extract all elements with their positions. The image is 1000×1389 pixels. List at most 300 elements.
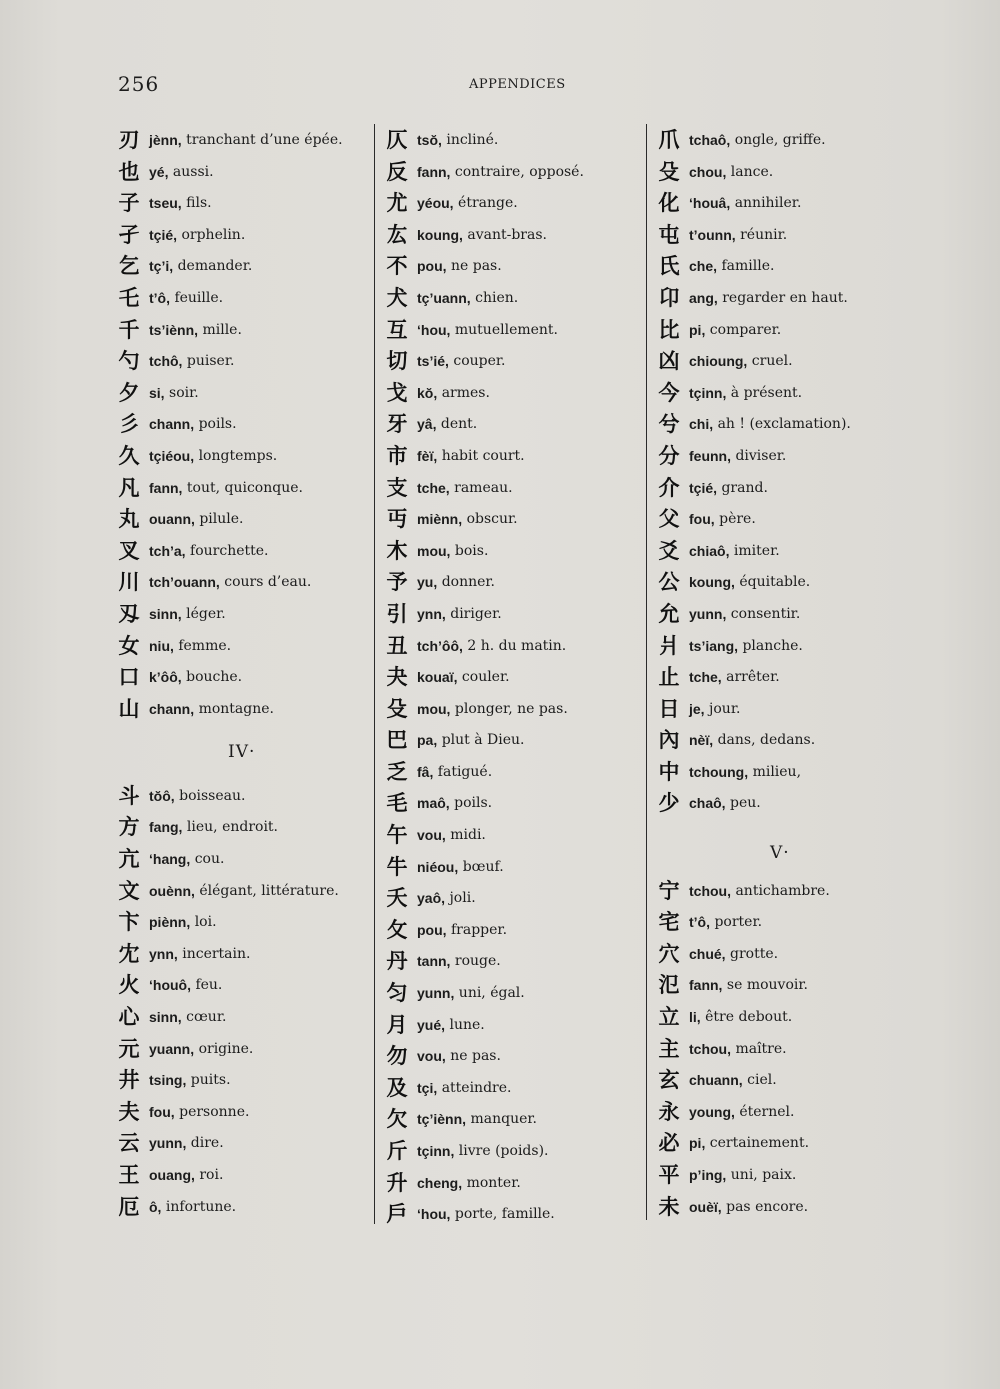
definition: tout, quiconque. — [186, 479, 303, 496]
chinese-character: 反 — [386, 159, 408, 184]
column-1 — [116, 125, 366, 1223]
romanization: fann, — [417, 163, 451, 180]
dictionary-entry — [116, 220, 366, 252]
romanization: ‘hou, — [417, 321, 451, 338]
chinese-character: 厄 — [118, 1194, 140, 1219]
chinese-character: 王 — [118, 1163, 140, 1187]
chinese-character: 月 — [386, 1012, 408, 1037]
romanization: fâ, — [417, 763, 434, 780]
dictionary-entry — [116, 1002, 366, 1034]
romanization: niéou, — [417, 858, 459, 875]
chinese-character: 亢 — [118, 847, 140, 872]
romanization: tçinn, — [689, 384, 727, 401]
definition: lieu, endroit. — [186, 819, 279, 836]
dictionary-entry — [116, 907, 366, 939]
definition: loi. — [194, 914, 217, 931]
dictionary-entry — [384, 567, 646, 599]
chinese-character: 比 — [658, 317, 680, 342]
definition: couper. — [453, 353, 506, 370]
dictionary-entry — [384, 883, 646, 915]
dictionary-entry — [656, 725, 886, 757]
definition: grotte. — [730, 945, 779, 962]
definition: comparer. — [709, 321, 782, 338]
definition: dans, dedans. — [717, 732, 816, 749]
definition: rameau. — [454, 479, 513, 496]
dictionary-entry — [656, 599, 886, 631]
dictionary-entry — [656, 157, 886, 189]
chinese-character: 子 — [118, 191, 140, 216]
romanization: chann, — [149, 700, 195, 717]
dictionary-entry — [116, 536, 366, 568]
dictionary-entry — [656, 1097, 886, 1129]
romanization: tchô, — [149, 353, 183, 370]
dictionary-entry — [656, 251, 886, 283]
chinese-character: 凡 — [118, 475, 140, 500]
definition: monter. — [466, 1174, 521, 1191]
chinese-character: 殳 — [658, 159, 680, 184]
chinese-character: 互 — [386, 317, 408, 342]
chinese-character: 市 — [386, 443, 408, 468]
definition: orphelin. — [181, 226, 246, 243]
chinese-character: 爻 — [658, 538, 680, 563]
chinese-character: 云 — [118, 1131, 140, 1156]
chinese-character: 支 — [386, 475, 408, 500]
definition: frapper. — [451, 921, 508, 938]
definition: aussi. — [172, 163, 214, 180]
chinese-character: 玄 — [658, 1068, 680, 1093]
romanization: ouann, — [149, 511, 195, 528]
chinese-character: 火 — [118, 973, 140, 998]
dictionary-entry — [656, 536, 886, 568]
dictionary-entry — [384, 852, 646, 884]
romanization: fèï, — [417, 447, 438, 464]
definition: soir. — [169, 384, 199, 401]
dictionary-entry — [384, 1136, 646, 1168]
chinese-character: 必 — [658, 1131, 680, 1156]
chinese-character: 叉 — [118, 538, 140, 563]
chinese-character: 引 — [386, 601, 408, 626]
chinese-character: 戈 — [386, 380, 408, 405]
chinese-character: 切 — [386, 349, 408, 374]
chinese-character: 丸 — [118, 507, 140, 532]
romanization: feunn, — [689, 447, 731, 464]
definition: antichambre. — [735, 882, 830, 899]
definition: poils. — [454, 795, 493, 812]
definition: femme. — [178, 637, 232, 654]
romanization: nèï, — [689, 732, 714, 749]
chinese-character: 刃 — [118, 128, 140, 152]
chinese-character: 爪 — [658, 128, 680, 152]
definition: se mouvoir. — [726, 977, 808, 994]
romanization: tç’iènn, — [417, 1111, 467, 1128]
definition: chien. — [475, 289, 519, 306]
romanization: yuann, — [149, 1040, 195, 1057]
romanization: ‘houô, — [149, 977, 191, 994]
definition: fatigué. — [437, 763, 493, 780]
chinese-character: 刄 — [118, 601, 140, 626]
dictionary-entry — [384, 725, 646, 757]
dictionary-entry — [116, 346, 366, 378]
definition: porter. — [714, 914, 763, 931]
dictionary-entry — [116, 315, 366, 347]
definition: réunir. — [740, 226, 788, 243]
definition: annihiler. — [734, 195, 802, 212]
chinese-character: 欠 — [386, 1107, 408, 1132]
chinese-character: 卞 — [118, 910, 140, 935]
dictionary-entry — [384, 220, 646, 252]
chinese-character: 夬 — [386, 665, 408, 690]
definition: incertain. — [182, 945, 251, 962]
romanization: tsŏ, — [417, 132, 442, 148]
chinese-character: 予 — [386, 570, 408, 595]
dictionary-entry — [656, 283, 886, 315]
definition: obscur. — [466, 511, 518, 528]
chinese-character: 日 — [658, 696, 680, 721]
romanization: fann, — [149, 479, 183, 496]
dictionary-entry — [384, 188, 646, 220]
chinese-character: 斗 — [118, 783, 140, 808]
chinese-character: 勿 — [386, 1044, 408, 1069]
romanization: tçiéou, — [149, 447, 195, 464]
dictionary-entry — [656, 441, 886, 473]
dictionary-entry — [384, 1168, 646, 1200]
definition: cours d’eau. — [224, 574, 312, 591]
dictionary-entry — [656, 907, 886, 939]
dictionary-entry — [656, 188, 886, 220]
definition: personne. — [179, 1103, 250, 1120]
chinese-character: 孑 — [118, 222, 140, 247]
dictionary-entry — [384, 978, 646, 1010]
chinese-character: 心 — [118, 1005, 140, 1030]
chinese-character: 今 — [658, 380, 680, 405]
romanization: je, — [689, 700, 705, 717]
definition: diriger. — [450, 605, 502, 622]
definition: incliné. — [446, 132, 499, 148]
definition: feuille. — [174, 289, 224, 306]
romanization: pi, — [689, 321, 706, 338]
definition: peu. — [730, 795, 761, 812]
chinese-character: 平 — [658, 1163, 680, 1187]
romanization: ynn, — [417, 605, 446, 622]
romanization: ‘hou, — [417, 1206, 451, 1223]
chinese-character: 彡 — [118, 412, 140, 437]
dictionary-entry — [656, 567, 886, 599]
chinese-character: 川 — [118, 570, 140, 595]
romanization: chiaô, — [689, 542, 730, 559]
romanization: tçié, — [149, 226, 178, 243]
definition: armes. — [441, 384, 490, 401]
definition: bouche. — [186, 669, 243, 686]
dictionary-entry — [384, 599, 646, 631]
dictionary-entry — [384, 788, 646, 820]
definition: livre (poids). — [458, 1143, 549, 1159]
chinese-character: 乞 — [118, 254, 140, 279]
dictionary-entry — [116, 694, 366, 726]
chinese-character: 仄 — [386, 128, 408, 152]
dictionary-entry — [116, 1034, 366, 1066]
definition: demander. — [177, 258, 253, 275]
definition: ah ! (exclamation). — [717, 416, 851, 433]
chinese-character: 凶 — [658, 349, 680, 374]
chinese-character: 冘 — [118, 941, 140, 966]
romanization: tseu, — [149, 195, 182, 212]
chinese-character: 殳 — [386, 696, 408, 721]
definition: léger. — [186, 605, 226, 622]
chinese-character: 毛 — [386, 791, 408, 816]
definition: jour. — [709, 700, 741, 717]
romanization: tche, — [417, 479, 450, 496]
chinese-character: 未 — [658, 1194, 680, 1219]
chinese-character: 不 — [386, 254, 408, 279]
chinese-character: 中 — [658, 759, 680, 784]
romanization: ts’ié, — [417, 353, 449, 370]
romanization: tçi, — [417, 1079, 438, 1096]
definition: dire. — [190, 1135, 224, 1152]
definition: certainement. — [709, 1135, 810, 1152]
definition: atteindre. — [441, 1079, 512, 1096]
dictionary-entry — [656, 125, 886, 157]
dictionary-entry — [384, 157, 646, 189]
definition: uni, paix. — [730, 1167, 797, 1183]
chinese-character: 井 — [118, 1068, 140, 1093]
dictionary-entry — [116, 378, 366, 410]
romanization: ynn, — [149, 945, 178, 962]
dictionary-entry — [656, 1034, 886, 1066]
dictionary-entry — [384, 1199, 646, 1231]
dictionary-entry — [116, 1128, 366, 1160]
dictionary-entry — [116, 441, 366, 473]
definition: bois. — [454, 542, 489, 559]
definition: tranchant d’une épée. — [186, 132, 343, 148]
definition: étrange. — [458, 195, 518, 212]
chinese-character: 牙 — [386, 412, 408, 437]
chinese-character: 勺 — [118, 349, 140, 374]
romanization: koung, — [689, 574, 735, 591]
dictionary-entry — [656, 876, 886, 908]
dictionary-entry — [116, 939, 366, 971]
romanization: cheng, — [417, 1174, 463, 1191]
dictionary-entry — [384, 757, 646, 789]
romanization: pou, — [417, 258, 447, 275]
chinese-character: 文 — [118, 878, 140, 903]
definition: montagne. — [198, 700, 274, 717]
dictionary-entry — [116, 125, 366, 157]
section-heading: V· — [770, 843, 790, 864]
definition: avant-bras. — [467, 226, 547, 243]
dictionary-entry — [656, 631, 886, 663]
definition: longtemps. — [198, 447, 278, 464]
dictionary-entry — [116, 504, 366, 536]
definition: milieu, — [752, 763, 802, 780]
romanization: kŏ, — [417, 384, 438, 401]
definition: éternel. — [739, 1103, 795, 1120]
dictionary-entry — [656, 662, 886, 694]
dictionary-entry — [384, 315, 646, 347]
romanization: ts’iang, — [689, 637, 739, 654]
definition: maître. — [735, 1040, 787, 1057]
chinese-character: 爿 — [658, 633, 680, 658]
dictionary-entry — [116, 1192, 366, 1224]
chinese-character: 夭 — [386, 886, 408, 911]
definition: feu. — [195, 977, 223, 994]
chinese-character: 斤 — [386, 1139, 408, 1163]
dictionary-entry — [116, 844, 366, 876]
definition: lune. — [449, 1016, 485, 1033]
romanization: yéou, — [417, 195, 454, 212]
definition: à présent. — [730, 384, 803, 401]
chinese-character: 夫 — [118, 1099, 140, 1124]
chinese-character: 宅 — [658, 910, 680, 935]
romanization: tç’uann, — [417, 289, 471, 306]
dictionary-entry — [384, 1010, 646, 1042]
chinese-character: 也 — [118, 159, 140, 184]
definition: cœur. — [186, 1009, 227, 1026]
romanization: p’ing, — [689, 1167, 727, 1183]
romanization: ang, — [689, 289, 718, 306]
chinese-character: 戶 — [386, 1202, 408, 1227]
romanization: ô, — [149, 1198, 162, 1215]
chinese-character: 及 — [386, 1075, 408, 1100]
romanization: tch’a, — [149, 542, 186, 559]
running-head: APPENDICES — [469, 77, 566, 92]
chinese-character: 千 — [118, 317, 140, 342]
romanization: yaô, — [417, 890, 446, 907]
definition: lance. — [730, 163, 774, 180]
dictionary-entry — [384, 915, 646, 947]
definition: roi. — [199, 1167, 224, 1183]
dictionary-entry — [384, 1104, 646, 1136]
chinese-character: 口 — [118, 665, 140, 690]
romanization: niu, — [149, 637, 174, 654]
dictionary-entry — [384, 1041, 646, 1073]
chinese-character: 攵 — [386, 917, 408, 942]
chinese-character: 犬 — [386, 285, 408, 310]
romanization: tchoung, — [689, 763, 749, 780]
definition: consentir. — [730, 605, 801, 622]
definition: ongle, griffe. — [734, 132, 826, 148]
chinese-character: 分 — [658, 443, 680, 468]
column-2 — [384, 125, 646, 1231]
romanization: young, — [689, 1103, 735, 1120]
dictionary-entry — [384, 820, 646, 852]
dictionary-entry — [656, 1002, 886, 1034]
column-divider — [374, 124, 375, 1224]
romanization: chi, — [689, 416, 714, 433]
romanization: tchaô, — [689, 132, 731, 148]
romanization: k’ôô, — [149, 669, 182, 686]
column-divider — [646, 124, 647, 1220]
romanization: yunn, — [417, 985, 455, 1002]
dictionary-entry — [116, 812, 366, 844]
chinese-character: 化 — [658, 191, 680, 216]
dictionary-entry — [656, 220, 886, 252]
dictionary-entry — [384, 694, 646, 726]
romanization: jènn, — [149, 132, 182, 148]
definition: grand. — [721, 479, 768, 496]
chinese-character: 升 — [386, 1170, 408, 1195]
definition: bœuf. — [462, 858, 504, 875]
chinese-character: 屯 — [658, 222, 680, 247]
dictionary-entry — [656, 315, 886, 347]
dictionary-entry — [384, 251, 646, 283]
dictionary-entry — [116, 251, 366, 283]
chinese-character: 丑 — [386, 633, 408, 658]
definition: fils. — [186, 195, 212, 212]
romanization: li, — [689, 1009, 701, 1026]
definition: famille. — [721, 258, 775, 275]
dictionary-entry — [116, 631, 366, 663]
chinese-character: 內 — [658, 728, 680, 753]
definition: midi. — [450, 827, 486, 844]
dictionary-entry — [656, 970, 886, 1002]
dictionary-entry — [656, 939, 886, 971]
romanization: ouang, — [149, 1167, 195, 1183]
definition: uni, égal. — [458, 985, 525, 1002]
romanization: sinn, — [149, 1009, 182, 1026]
dictionary-entry — [384, 346, 646, 378]
dictionary-entry — [656, 378, 886, 410]
definition: élégant, littérature. — [199, 882, 339, 899]
romanization: ts’iènn, — [149, 321, 199, 338]
romanization: pa, — [417, 732, 438, 749]
chinese-character: 木 — [386, 538, 408, 563]
chinese-character: 父 — [658, 507, 680, 532]
romanization: fou, — [149, 1103, 175, 1120]
section-heading: IV· — [228, 742, 256, 763]
chinese-character: 山 — [118, 696, 140, 721]
romanization: mou, — [417, 700, 451, 717]
dictionary-entry — [656, 788, 886, 820]
definition: mutuellement. — [454, 321, 559, 338]
chinese-character: 匀 — [386, 981, 408, 1006]
definition: pilule. — [199, 511, 244, 528]
chinese-character: 公 — [658, 570, 680, 595]
romanization: chioung, — [689, 353, 748, 370]
chinese-character: 女 — [118, 633, 140, 658]
definition: cou. — [194, 851, 225, 868]
chinese-character: 丹 — [386, 949, 408, 974]
chinese-character: 牛 — [386, 854, 408, 879]
romanization: chann, — [149, 416, 195, 433]
chinese-character: 夕 — [118, 380, 140, 405]
definition: plonger, ne pas. — [454, 700, 568, 717]
dictionary-entry — [116, 473, 366, 505]
romanization: ouènn, — [149, 882, 195, 899]
dictionary-entry — [656, 1160, 886, 1192]
dictionary-entry — [384, 631, 646, 663]
definition: boisseau. — [179, 787, 246, 804]
definition: poils. — [198, 416, 237, 433]
dictionary-entry — [384, 473, 646, 505]
romanization: tçinn, — [417, 1143, 455, 1159]
dictionary-entry — [384, 441, 646, 473]
dictionary-entry — [384, 1073, 646, 1105]
chinese-character: 尤 — [386, 191, 408, 216]
chinese-character: 穴 — [658, 941, 680, 966]
dictionary-entry — [384, 536, 646, 568]
definition: équitable. — [739, 574, 811, 591]
dictionary-entry — [116, 1097, 366, 1129]
chinese-character: 主 — [658, 1036, 680, 1061]
definition: planche. — [742, 637, 803, 654]
romanization: pi, — [689, 1135, 706, 1152]
romanization: miènn, — [417, 511, 463, 528]
chinese-character: 卬 — [658, 285, 680, 310]
romanization: piènn, — [149, 914, 191, 931]
dictionary-entry — [116, 283, 366, 315]
romanization: t’ô, — [689, 914, 710, 931]
romanization: maô, — [417, 795, 450, 812]
